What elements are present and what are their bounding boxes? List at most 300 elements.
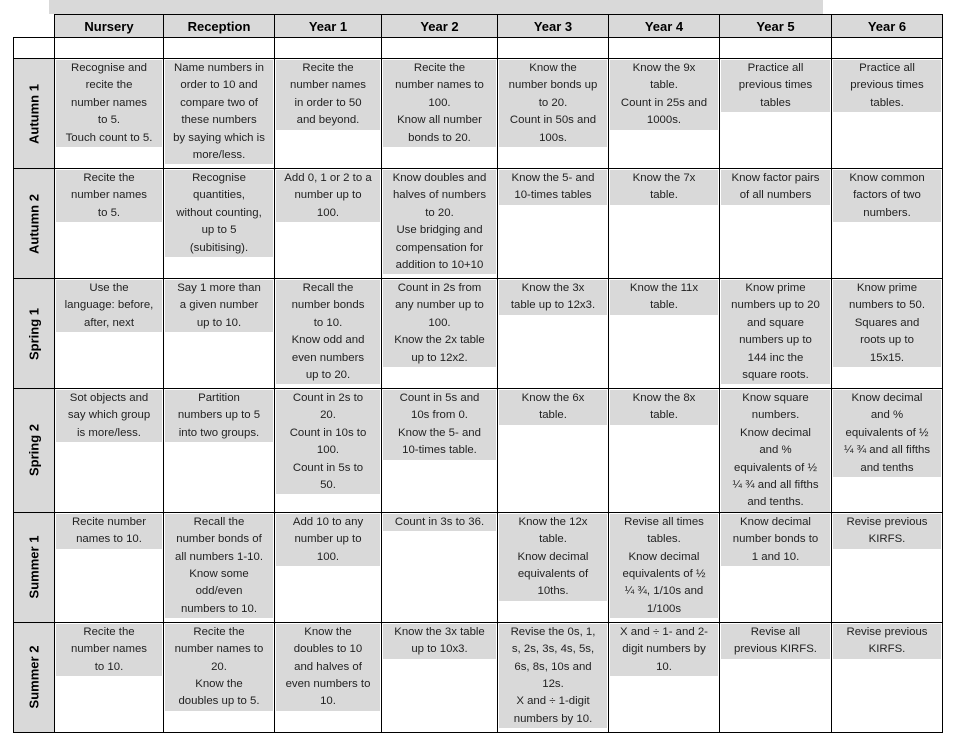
table-cell-year-2 [382, 169, 498, 279]
objective-line: Touch count to 5. [65, 131, 153, 144]
objective-line: KIRFS. [868, 643, 906, 656]
objective-line: Know the 12x [518, 515, 588, 528]
objective-line: Know decimal [517, 550, 589, 563]
objective-line: and tenths. [747, 496, 804, 509]
objective-box [276, 170, 380, 222]
objective-line: compare two of [180, 96, 258, 109]
objective-box [833, 390, 941, 477]
objective-line: table. [650, 409, 678, 422]
objective-line: Know the 8x [632, 392, 696, 404]
objective-line: Practice all [859, 62, 915, 74]
objective-line: halves of numbers [392, 189, 487, 202]
objective-line: (subitising). [189, 241, 249, 254]
table-cell-nursery [55, 279, 164, 389]
objective-line: tables. [647, 533, 681, 546]
objective-line: 1000s. [646, 114, 682, 127]
objective-line: Count in 3s to 36. [394, 515, 485, 528]
blank-cell [498, 38, 609, 59]
objective-line: table. [650, 189, 678, 202]
objective-line: Recite the [413, 62, 466, 74]
objective-line: number names [290, 79, 366, 92]
row-header-summer-2 [14, 622, 55, 732]
table-cell-year-3 [498, 169, 609, 279]
objective-line: Know the [529, 62, 577, 74]
objective-line: addition to 10+10 [395, 259, 484, 272]
objective-line: odd/even [195, 585, 243, 598]
objective-line: into two groups. [178, 426, 260, 439]
col-header-year-4: Year 4 [609, 15, 720, 38]
objective-line: Know prime [856, 282, 918, 294]
objective-box [721, 514, 830, 566]
objective-box [276, 60, 380, 130]
objective-box [610, 280, 718, 315]
objective-box [56, 170, 162, 222]
objective-line: quantities, [193, 189, 245, 202]
objective-box [610, 60, 718, 130]
objective-line: Sot objects and [69, 392, 149, 404]
table-cell-year-6 [832, 622, 943, 732]
objective-line: doubles to 10 [293, 643, 363, 656]
table-cell-year-6 [832, 59, 943, 169]
objective-line: numbers up to [739, 334, 812, 347]
objective-box [499, 170, 607, 205]
objective-line: number names [71, 643, 147, 656]
objective-line: and % [759, 444, 792, 457]
table-cell-year-6 [832, 512, 943, 622]
objective-box [276, 624, 380, 711]
table-cell-year-5 [720, 512, 832, 622]
objective-line: Count in 10s to [289, 426, 367, 439]
blank-cell [832, 38, 943, 59]
objective-line: Know the 3x table [394, 625, 485, 638]
objective-box [721, 280, 830, 384]
objective-box [56, 390, 162, 442]
objective-box [499, 280, 607, 315]
objective-box [499, 514, 607, 601]
objective-box [165, 280, 273, 332]
objective-line: numbers. [863, 206, 911, 219]
objective-line: in order to 50 [294, 96, 362, 109]
objective-line: these numbers [181, 114, 257, 127]
objective-line: number bonds to [732, 533, 819, 546]
objective-line: Know doubles and [392, 172, 487, 184]
objective-line: up to 20. [305, 369, 351, 382]
objective-line: X and ÷ 1- and 2- [620, 625, 708, 638]
row-header-autumn-1 [14, 59, 55, 169]
objective-box [833, 514, 941, 549]
table-cell-year-1 [275, 512, 382, 622]
blank-cell [275, 38, 382, 59]
objective-box [721, 170, 830, 205]
top-banner-bar [49, 0, 823, 14]
objective-box [165, 60, 273, 164]
objective-box [833, 280, 941, 367]
objective-line: and square [747, 316, 804, 329]
objective-box [276, 280, 380, 384]
objective-line: Know the 7x [632, 172, 696, 184]
objective-line: Recite the [83, 172, 135, 184]
objective-line: numbers up to 5 [177, 409, 261, 422]
objective-box [499, 60, 607, 147]
objective-line: Count in 2s from [397, 282, 482, 294]
objective-line: Recall the [302, 282, 354, 294]
objective-line: table. [650, 79, 678, 92]
table-cell-year-1 [275, 59, 382, 169]
objective-line: number names to [395, 79, 484, 92]
term-label: Spring 1 [26, 307, 42, 360]
objective-line: Know odd and [291, 334, 365, 347]
objective-box [56, 624, 162, 676]
objective-box [721, 390, 830, 512]
objective-line: factors of two [853, 189, 921, 202]
objective-box [383, 60, 496, 147]
objective-line: previous KIRFS. [734, 643, 817, 656]
objective-box [165, 170, 273, 257]
table-cell-year-1 [275, 279, 382, 389]
objective-line: Know square [742, 392, 809, 404]
term-label: Summer 1 [26, 535, 42, 599]
objective-box [610, 170, 718, 205]
table-cell-nursery [55, 622, 164, 732]
objective-line: to 5. [97, 114, 121, 127]
objective-box [165, 514, 273, 618]
table-cell-year-5 [720, 389, 832, 513]
objective-line: even numbers [291, 351, 365, 364]
row-header-autumn-2 [14, 169, 55, 279]
objective-line: is more/less. [77, 426, 141, 439]
objective-box [610, 514, 718, 618]
blank-cell [609, 38, 720, 59]
objective-line: number names [71, 189, 147, 202]
objective-box [383, 390, 496, 460]
objective-line: equivalents of [517, 568, 589, 581]
objective-line: Recite the [302, 62, 354, 74]
objective-line: Add 0, 1 or 2 to a [284, 172, 372, 184]
blank-cell [382, 38, 498, 59]
objective-line: 100. [316, 444, 340, 457]
term-label: Autumn 2 [26, 193, 42, 254]
row-header-spring-1 [14, 279, 55, 389]
objective-line: tables. [870, 96, 904, 109]
objective-line: to 20. [425, 206, 454, 219]
objective-line: roots up to [860, 334, 914, 347]
term-label: Autumn 1 [26, 83, 42, 144]
objective-line: number bonds of [176, 533, 262, 546]
objective-box [610, 390, 718, 425]
objective-line: by saying which is [173, 131, 265, 144]
table-cell-year-4 [609, 169, 720, 279]
objective-line: and tenths [860, 461, 914, 474]
objective-line: Know the 11x [629, 282, 699, 294]
objective-line: Know the 2x table [394, 334, 485, 347]
objective-line: 15x15. [869, 351, 905, 364]
objective-line: Say 1 more than [177, 282, 261, 294]
table-cell-year-1 [275, 389, 382, 513]
objective-line: Use the [89, 282, 129, 294]
objective-line: a given number [179, 299, 259, 312]
term-row-summer-2 [14, 622, 943, 732]
table-cell-year-2 [382, 59, 498, 169]
objective-line: s, 2s, 3s, 4s, 5s, [511, 643, 595, 656]
blank-cell [164, 38, 275, 59]
objective-line: Know common [849, 172, 925, 184]
objective-line: Recall the [193, 515, 245, 528]
objective-line: and halves of [294, 660, 362, 673]
objective-box [833, 170, 941, 222]
objective-line: numbers. [751, 409, 800, 422]
objective-line: Know decimal [628, 550, 700, 563]
objective-line: Know the [195, 678, 243, 691]
table-cell-year-5 [720, 622, 832, 732]
objective-box [499, 624, 607, 728]
col-header-reception: Reception [164, 15, 275, 38]
row-header-summer-1 [14, 512, 55, 622]
objective-line: previous times [738, 79, 813, 92]
objective-line: Know prime [745, 282, 806, 294]
objective-line: Recite the [83, 625, 135, 638]
objective-box [276, 390, 380, 494]
objective-line: number bonds up [508, 79, 598, 92]
objective-line: Know some [189, 568, 249, 581]
objective-line: Count in 25s and [620, 96, 708, 109]
blank-cell [720, 38, 832, 59]
objective-line: 10-times tables [514, 189, 592, 202]
objective-line: up to 12x2. [411, 351, 468, 364]
table-cell-year-5 [720, 59, 832, 169]
objective-line: Know the 3x [521, 282, 585, 294]
table-cell-year-2 [382, 512, 498, 622]
term-row-summer-1 [14, 512, 943, 622]
objective-line: Revise previous [846, 625, 928, 638]
table-cell-year-3 [498, 389, 609, 513]
table-cell-year-5 [720, 279, 832, 389]
table-cell-reception [164, 279, 275, 389]
objective-line: 100. [428, 96, 451, 109]
objective-line: ¼ ¾ and all fifths [732, 479, 819, 492]
table-cell-year-6 [832, 389, 943, 513]
objective-line: Revise all times [624, 515, 704, 528]
objective-line: X and ÷ 1-digit [516, 695, 590, 708]
table-cell-year-2 [382, 622, 498, 732]
table-cell-year-2 [382, 279, 498, 389]
objective-line: 10. [656, 660, 672, 673]
objective-line: table. [650, 299, 678, 312]
objective-line: Know the 6x [521, 392, 585, 404]
objective-line: language: before, [64, 299, 154, 312]
table-cell-reception [164, 389, 275, 513]
objective-line: 100s. [539, 131, 567, 144]
table-cell-year-3 [498, 279, 609, 389]
col-header-year-2: Year 2 [382, 15, 498, 38]
objective-line: equivalents of ½ [622, 568, 706, 581]
objective-line: number up to [294, 189, 362, 202]
term-row-autumn-2 [14, 169, 943, 279]
blank-cell [14, 38, 55, 59]
table-cell-year-1 [275, 169, 382, 279]
objective-line: Recognise [192, 172, 246, 184]
objective-line: Know decimal [740, 515, 811, 528]
objective-box [721, 60, 830, 112]
objective-line: 100. [428, 316, 451, 329]
table-cell-nursery [55, 169, 164, 279]
table-cell-nursery [55, 59, 164, 169]
objective-line: Count in 5s to [292, 461, 364, 474]
objective-line: Know decimal [740, 426, 811, 439]
objective-line: and beyond. [296, 114, 360, 127]
objective-line: 50. [320, 479, 336, 492]
term-label: Spring 2 [26, 424, 42, 477]
table-cell-reception [164, 169, 275, 279]
objective-line: Squares and [854, 316, 920, 329]
objective-line: up to 5 [201, 224, 237, 237]
objective-box [56, 280, 162, 332]
objective-line: any number up to [395, 299, 484, 312]
objective-line: of all numbers [739, 189, 812, 202]
objective-line: equivalents of ½ [734, 461, 817, 474]
objective-line: 10-times table. [402, 444, 477, 457]
table-cell-year-3 [498, 59, 609, 169]
table-cell-year-6 [832, 279, 943, 389]
objective-line: and % [870, 409, 904, 422]
table-cell-year-3 [498, 622, 609, 732]
objective-line: 12s. [542, 678, 564, 691]
objective-line: Recite number [71, 515, 147, 528]
table-cell-year-1 [275, 622, 382, 732]
objective-line: without counting, [176, 206, 262, 219]
kirfs-curriculum-table [13, 14, 943, 733]
table-cell-nursery [55, 389, 164, 513]
objective-line: after, next [83, 316, 135, 329]
objective-line: number up to [294, 533, 362, 546]
objective-box [383, 280, 496, 367]
objective-line: bonds to 20. [408, 131, 471, 144]
objective-line: Know factor pairs [731, 172, 820, 184]
objective-line: 10. [320, 695, 336, 708]
table-cell-year-4 [609, 279, 720, 389]
objective-box [499, 390, 607, 425]
corner-cell [14, 15, 55, 38]
objective-line: Know the 5- and [398, 426, 481, 439]
objective-box [833, 60, 941, 112]
blank-cell [55, 38, 164, 59]
objective-line: Know all number [397, 114, 482, 127]
objective-line: doubles up to 5. [178, 695, 260, 708]
objective-line: ¼ ¾, 1/10s and [624, 585, 704, 598]
table-cell-year-2 [382, 389, 498, 513]
objective-line: previous times [850, 79, 924, 92]
objective-line: Know the 9x [632, 62, 696, 74]
objective-line: all numbers 1-10. [174, 550, 263, 563]
objective-box [165, 624, 273, 711]
table-cell-year-5 [720, 169, 832, 279]
objective-line: square roots. [742, 369, 809, 382]
blank-spacer-row [14, 38, 943, 59]
objective-line: Count in 2s to [292, 392, 364, 404]
col-header-year-5: Year 5 [720, 15, 832, 38]
table-cell-year-4 [609, 512, 720, 622]
objective-line: 1/100s [646, 602, 682, 615]
col-header-nursery: Nursery [55, 15, 164, 38]
objective-line: names to 10. [76, 533, 142, 546]
objective-line: Practice all [747, 62, 804, 74]
objective-line: 20. [320, 409, 336, 422]
objective-line: table. [539, 533, 567, 546]
objective-box [610, 624, 718, 676]
objective-line: 100. [316, 550, 340, 563]
objective-line: Add 10 to any [292, 515, 364, 528]
col-header-year-6: Year 6 [832, 15, 943, 38]
objective-line: Name numbers in [174, 62, 264, 74]
objective-line: ¼ ¾ and all fifths [843, 444, 931, 457]
objective-line: 1 and 10. [751, 550, 800, 563]
objective-line: Know the 5- and [511, 172, 595, 184]
table-cell-nursery [55, 512, 164, 622]
objective-line: Revise the 0s, 1, [510, 625, 596, 638]
objective-box [383, 624, 496, 659]
table-cell-year-4 [609, 622, 720, 732]
objective-line: 100. [316, 206, 340, 219]
objective-line: table. [539, 409, 567, 422]
objective-line: Revise previous [846, 515, 928, 528]
objective-box [833, 624, 941, 659]
objective-line: 10ths. [537, 585, 569, 598]
table-cell-year-4 [609, 389, 720, 513]
objective-line: KIRFS. [868, 533, 906, 546]
objective-box [56, 60, 162, 147]
objective-line: to 10. [313, 316, 343, 329]
table-body [14, 59, 943, 733]
objective-box [383, 514, 496, 531]
objective-line: numbers to 50. [849, 299, 925, 312]
table-cell-year-4 [609, 59, 720, 169]
term-row-spring-1 [14, 279, 943, 389]
objective-box [276, 514, 380, 566]
objective-box [56, 514, 162, 549]
objective-line: even numbers to [285, 678, 371, 691]
objective-line: 20. [211, 660, 227, 673]
table-cell-reception [164, 59, 275, 169]
objective-line: compensation for [395, 241, 484, 254]
objective-line: Count in 5s and [399, 392, 480, 404]
objective-line: recite the [85, 79, 133, 92]
objective-box [383, 170, 496, 274]
objective-line: numbers up to 20 [731, 299, 820, 312]
objective-line: tables [760, 96, 791, 109]
col-header-year-1: Year 1 [275, 15, 382, 38]
col-header-year-3: Year 3 [498, 15, 609, 38]
objective-line: order to 10 and [180, 79, 258, 92]
objective-line: equivalents of ½ [845, 426, 929, 439]
objective-line: Count in 50s and [509, 114, 597, 127]
term-row-autumn-1 [14, 59, 943, 169]
objective-line: numbers by 10. [513, 712, 593, 725]
term-label: Summer 2 [26, 645, 42, 709]
objective-line: numbers to 10. [181, 602, 257, 615]
table-cell-reception [164, 512, 275, 622]
header-row [14, 15, 943, 38]
objective-box [721, 624, 830, 659]
objective-line: table up to 12x3. [510, 299, 596, 312]
objective-line: to 10. [94, 660, 124, 673]
objective-line: number names [71, 96, 147, 109]
objective-line: Know the [304, 625, 352, 638]
objective-line: say which group [67, 409, 151, 422]
objective-line: to 5. [97, 206, 121, 219]
objective-line: number names to [174, 643, 264, 656]
table-cell-year-6 [832, 169, 943, 279]
objective-line: up to 10x3. [411, 643, 468, 656]
objective-line: up to 10. [196, 316, 242, 329]
